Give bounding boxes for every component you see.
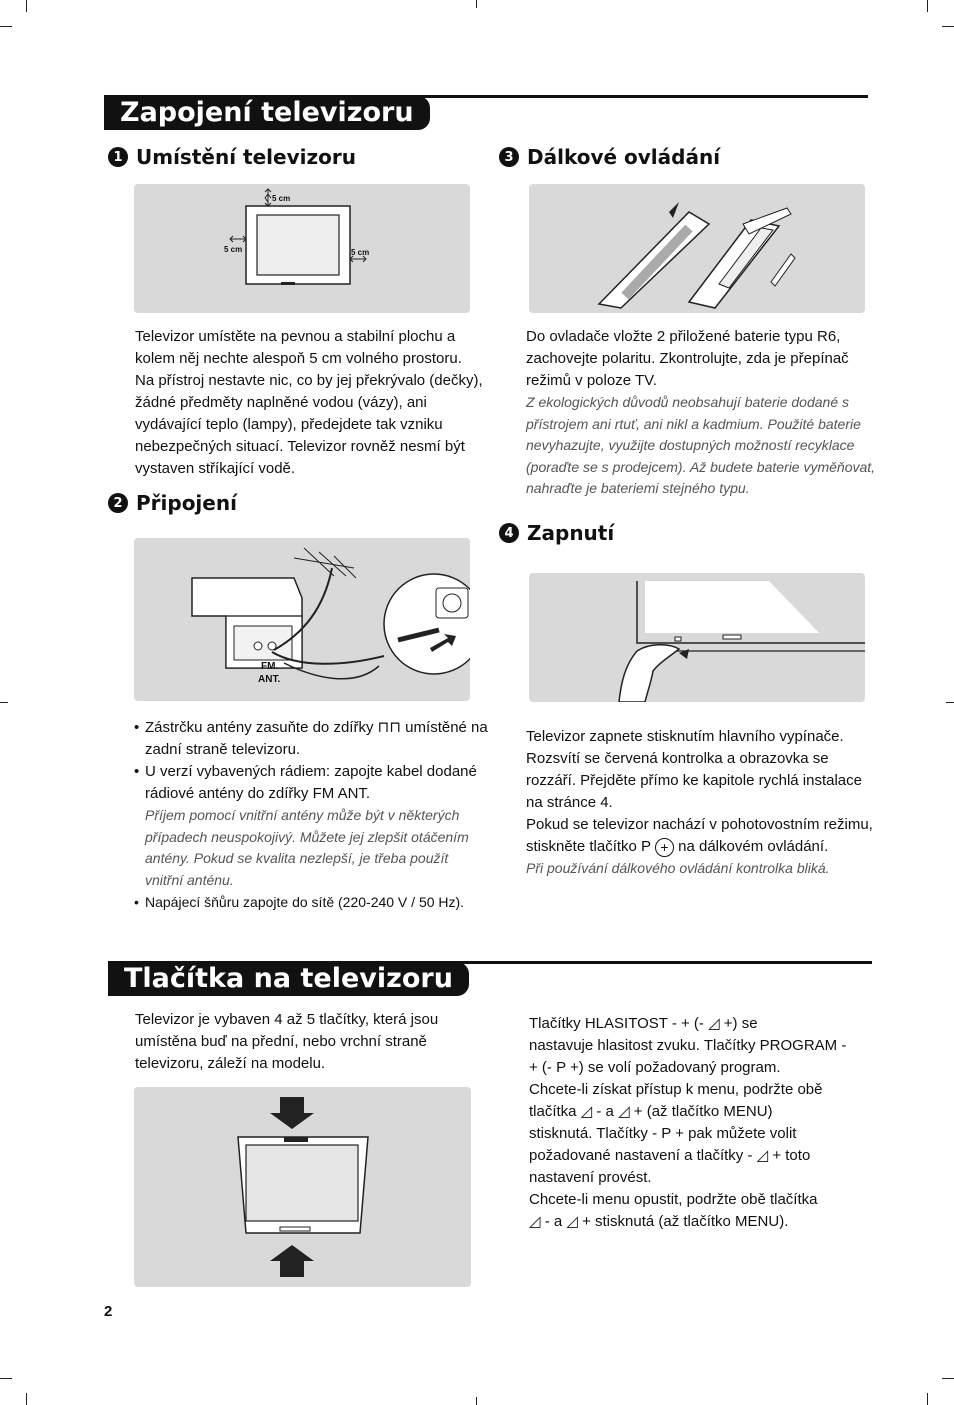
connection-drawing — [134, 538, 470, 701]
heading-remote — [499, 145, 720, 169]
remote-text: Do ovladače vložte 2 přiložené baterie typu R6, zachovejte polaritu. Zkontrolujte, zda je přepínač režimů v poloze TV. — [526, 328, 849, 389]
instruction-line: požadované nastavení a tlačítky - ◿ + toto — [529, 1147, 811, 1164]
heading-label: Zapnutí — [527, 521, 615, 545]
instruction-line: nastavení provést. — [529, 1169, 652, 1186]
crop-mark — [26, 0, 27, 12]
connection-illustration — [134, 538, 470, 701]
connection-instructions — [134, 717, 488, 913]
remote-text-block — [526, 326, 876, 500]
number-badge: 1 — [108, 147, 128, 167]
number-badge: 2 — [108, 493, 128, 513]
heading-connection — [108, 491, 237, 515]
buttons-intro: Televizor je vybaven 4 až 5 tlačítky, která jsou umístěna buď na přední, nebo vrchní straně televizoru, záleží na modelu. — [135, 1011, 439, 1072]
heading-switch-on — [499, 521, 614, 545]
crop-mark — [0, 1378, 12, 1379]
heading-label: Umístění televizoru — [136, 145, 356, 169]
tv-buttons-illustration — [134, 1087, 471, 1287]
remote-illustration — [529, 184, 865, 313]
crop-mark — [0, 702, 8, 703]
buttons-instructions — [529, 1013, 879, 1233]
crop-mark — [476, 1397, 477, 1405]
instruction-line: ◿ - a ◿ + stisknutá (až tlačítko MENU). — [529, 1213, 789, 1230]
bullet-antenna: • Zástrčku antény zasuňte do zdířky ⊓⊓ umístěné na zadní straně televizoru. — [134, 717, 488, 761]
instruction-line: nastavuje hlasitost zvuku. Tlačítky PROGRAM - — [529, 1037, 847, 1054]
crop-mark — [476, 0, 477, 8]
switch-on-text-block — [526, 726, 876, 880]
crop-mark — [26, 1393, 27, 1405]
bullet-power: • Napájecí šňůru zapojte do sítě (220-240 V / 50 Hz). — [134, 891, 488, 913]
crop-mark — [0, 26, 12, 27]
heading-label: Připojení — [136, 491, 237, 515]
crop-mark — [927, 0, 928, 12]
remote-note: Z ekologických důvodů neobsahují baterie dodané s přístrojem ani rtuť, ani nikl a kadmium. Použité baterie nevyhazujte, využijte dostupných možností recyklace (poraďte se s prodejcem). Až budete baterie vyměňovat, nahraďte je bateriemi stejného typu. — [526, 394, 876, 496]
switch-on-text1: Televizor zapnete stisknutím hlavního vypínače. Rozsvítí se červená kontrolka a obrazovka se rozzáří. Přejděte přímo ke kapitole rychlá instalace na stránce 4. — [526, 728, 862, 811]
bullet-radio-text: U verzí vybavených rádiem: zapojte kabel dodané rádiové antény do zdířky FM ANT. — [145, 763, 477, 802]
bullet-radio — [134, 761, 488, 891]
ant-label: ANT. — [258, 674, 281, 685]
dim-right-label: 5 cm — [351, 248, 370, 257]
page-number: 2 — [104, 1303, 113, 1320]
instruction-line: Chcete-li menu opustit, podržte obě tlačítka — [529, 1191, 818, 1208]
switch-on-illustration — [529, 573, 865, 702]
crop-mark — [942, 26, 954, 27]
fm-label: FM. — [261, 661, 279, 672]
heading-label: Dálkové ovládání — [527, 145, 721, 169]
crop-mark — [927, 1393, 928, 1405]
bullet-radio-note: Příjem pomocí vnitřní antény může být v některých případech neuspokojivý. Můžete jej zlepšit otáčením antény. Pokud se kvalita nezlepší, je třeba použít vnitřní anténu. — [145, 807, 469, 888]
heading-placement — [108, 145, 356, 169]
tv-buttons-drawing — [134, 1087, 471, 1287]
section-title-buttons: Tlačítka na televizoru — [108, 962, 469, 996]
circle-plus-icon: + — [655, 838, 674, 857]
instruction-line: Chcete-li získat přístup k menu, podržte obě — [529, 1081, 823, 1098]
dim-top-label: 5 cm — [272, 194, 291, 203]
placement-text: Televizor umístěte na pevnou a stabilní plochu a kolem něj nechte alespoň 5 cm volného prostoru. Na přístroj nestavte nic, co by jej překrývalo (dečky), žádné předměty naplněné vodou (vázy), ani vydávající teplo (lampy), předejdete tak vzniku nebezpečných situací. Televizor rovněž nesmí být vystaven stříkající vodě. — [135, 328, 483, 477]
tv-placement-illustration — [134, 184, 470, 313]
dim-left-label: 5 cm — [224, 245, 243, 254]
crop-mark — [946, 702, 954, 703]
switch-on-note: Při používání dálkového ovládání kontrolka bliká. — [526, 860, 830, 876]
instruction-line: tlačítka ◿ - a ◿ + (až tlačítko MENU) — [529, 1103, 773, 1120]
section-title-connection: Zapojení televizoru — [104, 96, 430, 130]
switch-on-text2: Pokud se televizor nachází v pohotovostním režimu, stiskněte tlačítko P + na dálkovém ovládání. — [526, 816, 873, 855]
remote-drawing — [529, 184, 865, 313]
instruction-line: stisknutá. Tlačítky - P + pak můžete volit — [529, 1125, 797, 1142]
tv-placement-drawing — [134, 184, 470, 313]
number-badge: 4 — [499, 523, 519, 543]
number-badge: 3 — [499, 147, 519, 167]
crop-mark — [942, 1378, 954, 1379]
switch-on-drawing — [529, 573, 865, 702]
instruction-line: Tlačítky HLASITOST - + (- ◿ +) se — [529, 1015, 758, 1032]
instruction-line: + (- P +) se volí požadovaný program. — [529, 1059, 781, 1076]
